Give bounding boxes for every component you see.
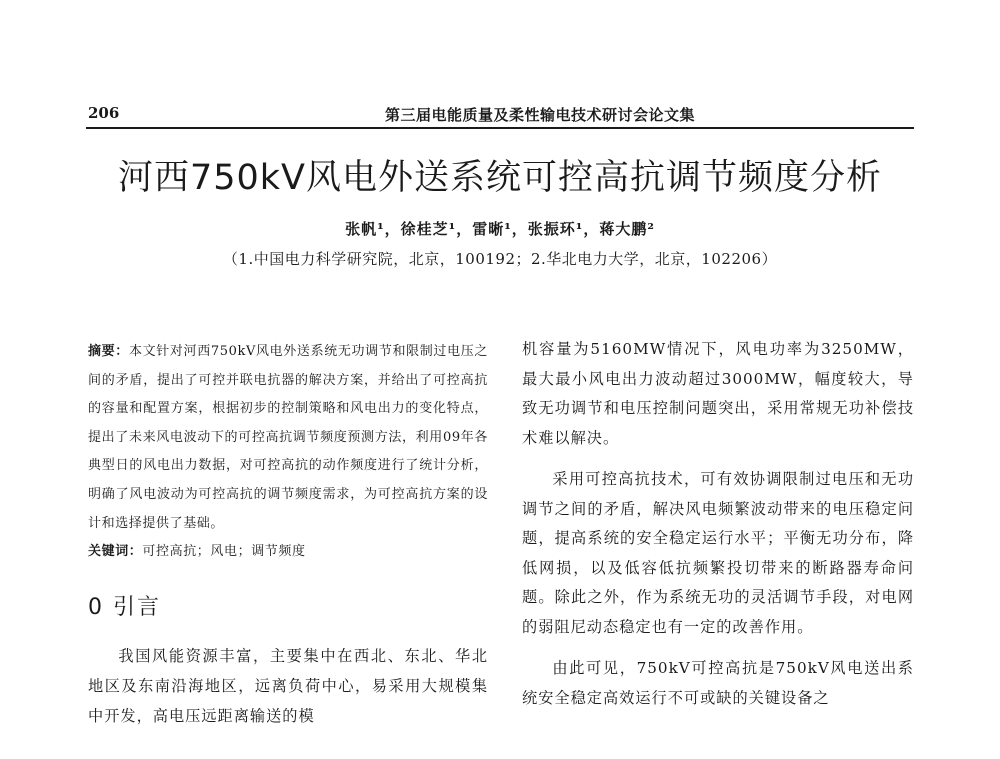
abstract-label: 摘要：	[88, 344, 129, 359]
paper-title: 河西750kV风电外送系统可控高抗调节频度分析	[117, 158, 883, 198]
right-paragraph-1: 机容量为5160MW情况下，风电功率为3250MW，最大最小风电出力波动超过3000MW，幅度较大，导致无功调节和电压控制问题突出，采用常规无功补偿技术难以解决。	[522, 340, 914, 447]
right-paragraph-2: 采用可控高抗技术，可有效协调限制过电压和无功调节之间的矛盾，解决风电频繁波动带来的电压稳定问题，提高系统的安全稳定运行水平；平衡无功分布，降低网损，以及低容低抗频繁投切带来的断路器寿命问题。除此之外，作为系统无功的灵活调节手段，对电网的弱阻尼动态稳定也有一定的改善作用。	[522, 470, 914, 636]
abstract-text: 本文针对河西750kV风电外送系统无功调节和限制过电压之间的矛盾，提出了可控并联电抗器的解决方案，并给出了可控高抗的容量和配置方案，根据初步的控制策略和风电出力的变化特点，提出了未来风电波动下的可控高抗调节频度预测方法，利用09年各典型日的风电出力数据，对可控高抗的动作频度进行了统计分析，明确了风电波动为可控高抗的调节频度需求，为可控高抗方案的设计和选择提供了基础。	[88, 344, 488, 531]
section-title: 0 引言	[88, 595, 161, 621]
authors: 张帆¹，徐桂芝¹，雷晰¹，张振环¹，蒋大鹏²	[345, 220, 655, 238]
page-number: 206	[88, 104, 120, 122]
intro-paragraph: 我国风能资源丰富，主要集中在西北、东北、华北地区及东南沿海地区，远离负荷中心，易采用大规模集中开发，高电压远距离输送的模	[88, 647, 488, 726]
right-column	[522, 335, 914, 725]
abstract	[88, 338, 488, 538]
keywords-text: 可控高抗；风电；调节频度	[142, 544, 306, 560]
affiliations: （1.中国电力科学研究院，北京，100192；2.华北电力大学，北京，102206）	[222, 250, 778, 268]
keywords-label: 关键词：	[88, 544, 143, 560]
header-rule	[86, 127, 914, 129]
keywords	[88, 538, 488, 566]
running-head: 第三届电能质量及柔性输电技术研讨会论文集	[384, 106, 695, 124]
right-paragraph-3: 由此可见，750kV可控高抗是750kV风电送出系统安全稳定高效运行不可或缺的关键设备之	[522, 659, 914, 707]
left-column	[88, 338, 488, 731]
